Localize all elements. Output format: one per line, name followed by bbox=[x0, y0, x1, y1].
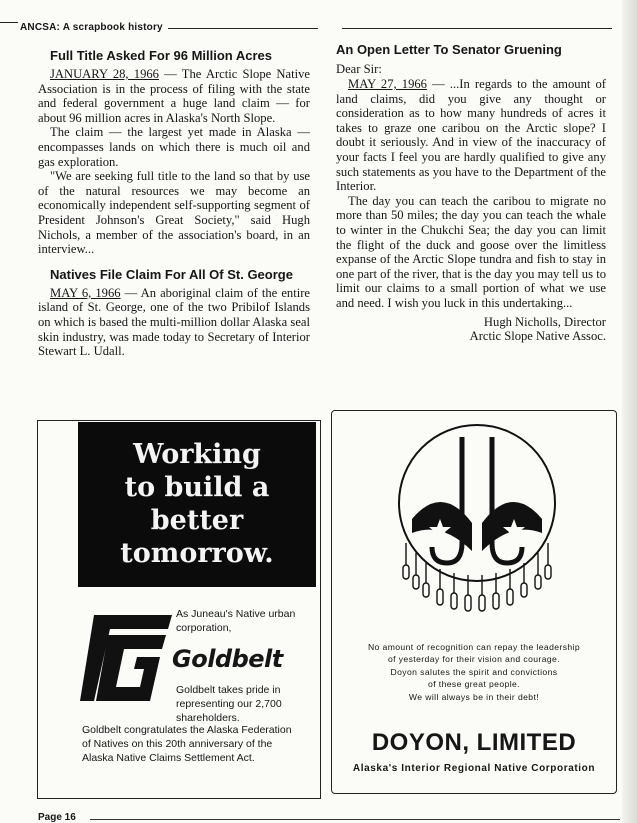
doyon-tribute-text bbox=[336, 641, 612, 703]
slogan-line: tomorrow. bbox=[120, 538, 274, 569]
slogan-line: better bbox=[150, 505, 244, 536]
scan-edge bbox=[622, 0, 637, 823]
left-column bbox=[38, 48, 310, 359]
page-number: Page 16 bbox=[38, 812, 76, 823]
goldbelt-caption: Goldbelt takes pride in representing our 2,700 shareholders. bbox=[176, 684, 282, 724]
doyon-name: DOYON, LIMITED bbox=[371, 729, 577, 756]
dateline: MAY 6, 1966 bbox=[50, 285, 121, 300]
tribute-line: Doyon salutes the spirit and convictions bbox=[390, 666, 558, 677]
header-rule bbox=[342, 28, 612, 29]
letter-headline: An Open Letter To Senator Gruening bbox=[336, 42, 562, 57]
header-rule bbox=[168, 28, 318, 29]
doyon-ad bbox=[331, 410, 617, 794]
slogan bbox=[78, 438, 316, 570]
article-headline: Natives File Claim For All Of St. George bbox=[50, 266, 293, 282]
dateline: JANUARY 28, 1966 bbox=[50, 67, 159, 81]
article-text: — The Arctic Slope Native Association is in the process of filing with the state and federal government a huge land claim — for about 96 million acres in Alaska's North Slope. bbox=[38, 67, 310, 125]
article-text: — An aboriginal claim of the entire island of St. George, one of the two Pribilof Islands on which is based the multi-million dollar Alaska seal skin industry, was made today to Secretary of Interior Stewart L. Udall. bbox=[38, 285, 310, 359]
signature-org: Arctic Slope Native Assoc. bbox=[469, 329, 606, 344]
goldbelt-caption: Goldbelt congratulates the Alaska Federation of Natives on this 20th anniversary of the Alaska Native Claims Settlement Act. bbox=[82, 724, 292, 764]
tribute-line: of these great people. bbox=[428, 679, 520, 690]
signature-name: Hugh Nicholls, Director bbox=[483, 314, 606, 329]
doyon-emblem-icon bbox=[392, 423, 562, 623]
slogan-line: to build a bbox=[124, 472, 270, 503]
letter-signature bbox=[336, 315, 606, 344]
goldbelt-caption: As Juneau's Native urban corporation, bbox=[176, 608, 296, 634]
letter-salutation: Dear Sir: bbox=[336, 62, 382, 76]
article-paragraph: "We are seeking full title to the land so that by use of the natural resources we may become an economically independent self-supporting segment of President Johnson's Great Society," said Hugh Nichols, a member of the association's board, in an interview... bbox=[38, 169, 310, 257]
right-column bbox=[336, 42, 606, 344]
tribute-line: No amount of recognition can repay the leadership bbox=[367, 642, 581, 652]
goldbelt-logo-icon bbox=[80, 607, 172, 709]
dateline: MAY 27, 1966 bbox=[348, 77, 427, 91]
footer-rule bbox=[90, 819, 620, 820]
header-rule bbox=[0, 22, 18, 23]
article-headline: Full Title Asked For 96 Million Acres bbox=[50, 48, 273, 63]
letter-paragraph: The day you can teach the caribou to migrate no more than 50 miles; the day you can teach the whale to winter in the Chukchi Sea; the day you can limit the flight of the duck and goose over the limitless expanse of the Arctic Slope tundra and fish to stay in one part of the river, that is the day you may tell us to limit our claims to a small portion of what we use and need. I wish you luck in this undertaking... bbox=[336, 193, 606, 310]
tribute-line: of yesterday for their vision and courage. bbox=[387, 654, 561, 665]
running-head: ANCSA: A scrapbook history bbox=[20, 22, 163, 33]
letter-paragraph bbox=[336, 77, 606, 194]
article-paragraph bbox=[38, 67, 310, 125]
goldbelt-ad bbox=[37, 420, 321, 799]
goldbelt-wordmark: Goldbelt bbox=[172, 645, 283, 673]
tribute-line: We will always be in their debt! bbox=[408, 691, 540, 702]
slogan-box bbox=[78, 422, 316, 587]
doyon-subtitle: Alaska's Interior Regional Native Corporation bbox=[352, 763, 596, 774]
slogan-line: Working bbox=[133, 439, 261, 470]
article-paragraph bbox=[38, 286, 310, 359]
letter-text: — ...In regards to the amount of land claims, did you give any thought or consideration as to how many hundreds of acres it takes to graze one caribou on the Arctic slope? I doubt it seriously. And in view of the inaccuracy of your facts I feel you are hardly qualified to give any such statements as you have to the Department of the Interior. bbox=[336, 77, 607, 194]
article-paragraph: The claim — the largest yet made in Alaska — encompasses lands on which there is much oil and gas exploration. bbox=[38, 125, 310, 169]
